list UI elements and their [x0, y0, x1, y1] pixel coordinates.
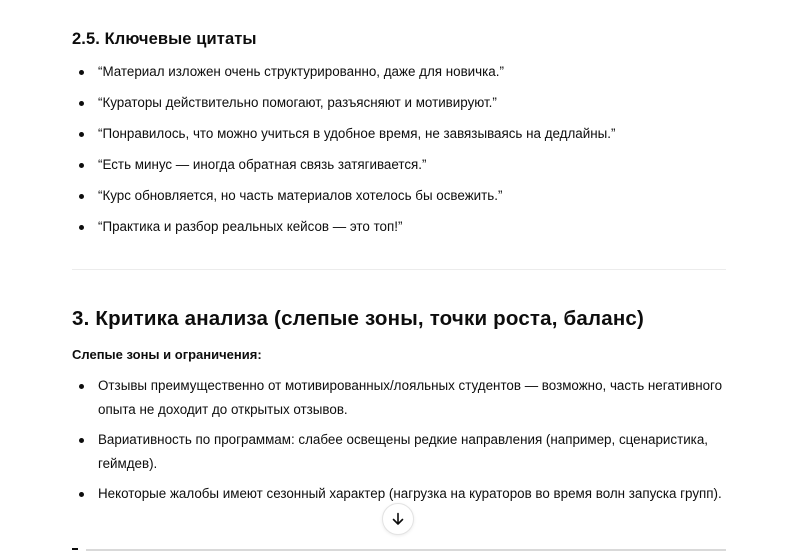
list-item: [72, 62, 732, 93]
list-item: [72, 482, 732, 506]
bullet-icon: [79, 438, 84, 443]
quote-text: “Материал изложен очень структурированно, даже для новичка.”: [98, 64, 504, 79]
quote-text: “Курс обновляется, но часть материалов хотелось бы освежить.”: [98, 188, 503, 203]
section-divider: [72, 269, 726, 270]
list-item: [72, 93, 732, 124]
quote-text: “Кураторы действительно помогают, разъясняют и мотивируют.”: [98, 95, 497, 110]
list-item: [72, 374, 732, 422]
section-heading-key-quotes: 2.5. Ключевые цитаты: [72, 30, 257, 48]
list-item: [72, 428, 732, 476]
bullet-icon: [79, 101, 84, 106]
bullet-icon: [79, 225, 84, 230]
blind-spots-list: [72, 374, 732, 512]
bullet-icon: [79, 194, 84, 199]
item-text: Некоторые жалобы имеют сезонный характер (нагрузка на кураторов во время волн запуска групп).: [98, 486, 722, 501]
bullet-icon: [79, 163, 84, 168]
item-text: Вариативность по программам: слабее освещены редкие направления (например, сценаристика, геймдев).: [98, 432, 708, 471]
quotes-list: [72, 62, 732, 248]
partial-bullet: [72, 548, 78, 550]
item-text: Отзывы преимущественно от мотивированных/лояльных студентов — возможно, часть негативного опыта не доходит до открытых отзывов.: [98, 378, 723, 417]
bullet-icon: [79, 384, 84, 389]
list-item: [72, 186, 732, 217]
bottom-edge-line: [86, 549, 726, 551]
section-heading-critique: 3. Критика анализа (слепые зоны, точки роста, баланс): [72, 307, 645, 330]
list-item: [72, 124, 732, 155]
scroll-to-bottom-button[interactable]: [382, 503, 414, 535]
bullet-icon: [79, 70, 84, 75]
list-item: [72, 217, 732, 248]
quote-text: “Понравилось, что можно учиться в удобное время, не завязываясь на дедлайны.”: [98, 126, 616, 141]
subheading-blind-spots: Слепые зоны и ограничения:: [72, 347, 262, 362]
bullet-icon: [79, 132, 84, 137]
quote-text: “Практика и разбор реальных кейсов — это топ!”: [98, 219, 403, 234]
quote-text: “Есть минус — иногда обратная связь затягивается.”: [98, 157, 427, 172]
arrow-down-icon: [391, 512, 405, 526]
bullet-icon: [79, 492, 84, 497]
list-item: [72, 155, 732, 186]
